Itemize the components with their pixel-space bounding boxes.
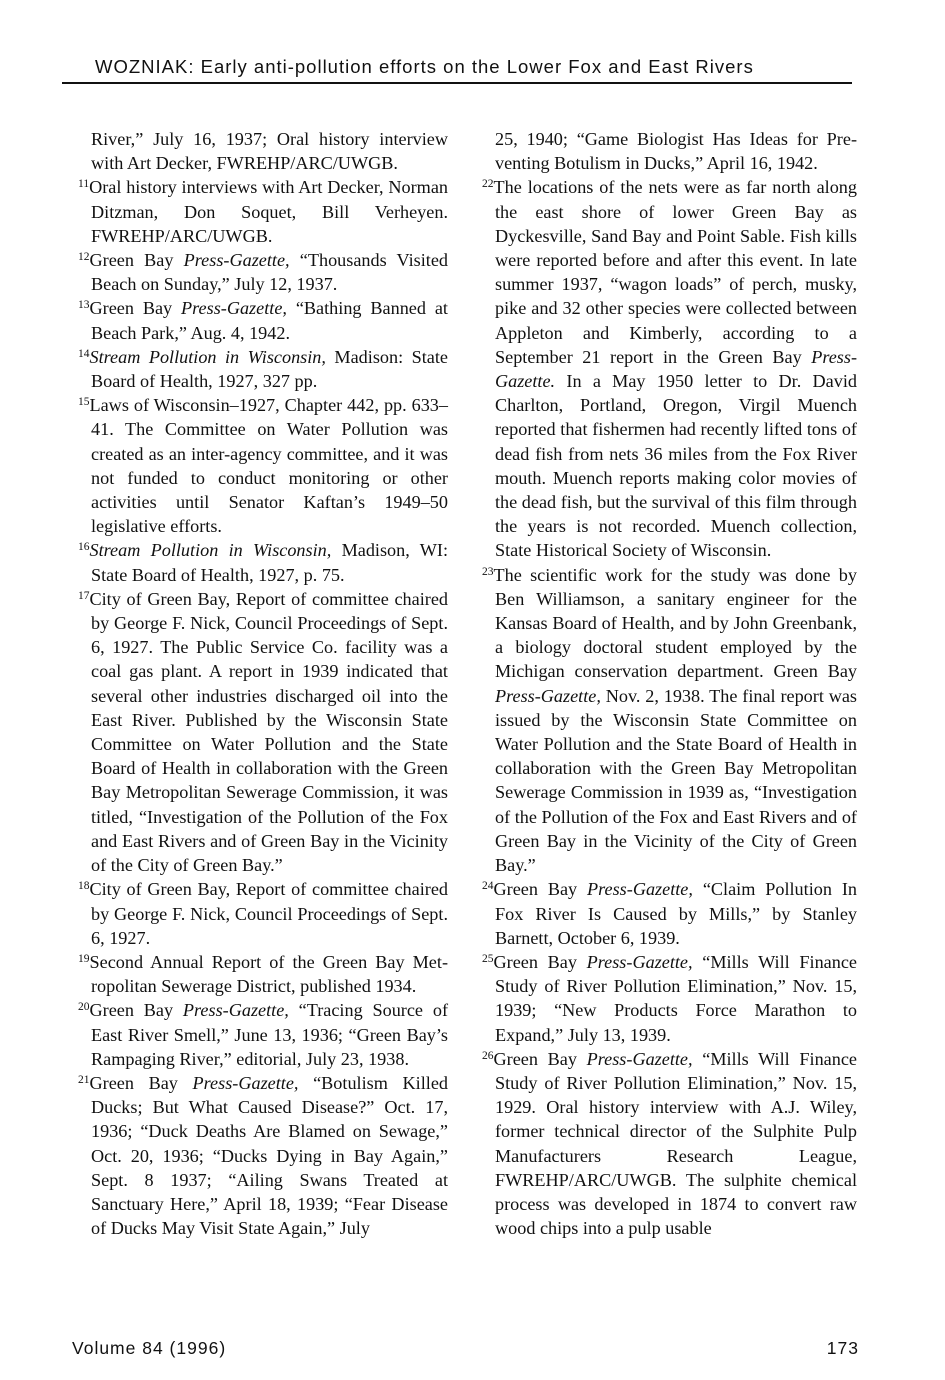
footnote-22 <box>482 175 857 562</box>
footnote-number: 24 <box>482 880 494 893</box>
footnote-text: Madison, WI: State Board of Health, 1927, p. 75. <box>91 540 448 585</box>
footnote-number: 21 <box>78 1073 90 1086</box>
footnote-text: “Bathing Banned at Beach Park,” Aug. 4, 1942. <box>91 298 448 343</box>
italic-title: Press-Gazette, <box>183 250 290 271</box>
footnote-text: “Thousands Visited Beach on Sunday,” July 12, 1937. <box>91 250 449 295</box>
footnote-17 <box>78 587 448 877</box>
footnote-text: The scientific work for the study was done by Ben Williamson, a sanitary engineer for the Kansas Board of Health, and by John Greenbank, a biology doctoral student employed by the Michigan conservation department. Green Bay <box>493 564 857 682</box>
footnote-text: “Mills Will Finance Study of River Pollution Elimination,” Nov. 15, 1939; “New Products Force Marathon to Expand,” July 13, 1939. <box>495 951 857 1045</box>
footnote-23 <box>482 563 857 878</box>
page-number: 173 <box>826 1338 859 1358</box>
footnote-number: 23 <box>482 565 494 578</box>
italic-title: Press-Gazette, <box>495 685 601 706</box>
header-rule <box>62 82 852 84</box>
footnote-text: The locations of the nets were as far north along the east shore of lower Green Bay as Dyckesville, Sand Bay and Point Sable. Fish kills were reported before and after this event. In late summer 1937, “wagon loads” of perch, musky, pike and 32 other species were collected between Appleton and Kimberly, according to a September 21 report in the Green Bay <box>493 177 857 367</box>
footnote-text: “Mills Will Finance Study of River Pollution Elimination,” Nov. 15, 1929. Oral history interview with A.J. Wiley, former technical director of the Sulphite Pulp Manufacturers Research League, FWREHP/ARC/UWGB. The sulphite chemical process was developed in 1874 to convert raw wood chips into a pulp usable <box>495 1048 857 1239</box>
footnote-text: “Claim Pollution In Fox River Is Caused by Mills,” by Stanley Barnett, October 6, 1939. <box>495 879 857 948</box>
footnote-text: Green Bay <box>493 951 587 972</box>
footnote-text: 25, 1940; “Game Biologist Has Ideas for Preventing Botulism in Ducks,” April 16, 1942. <box>495 129 857 174</box>
footnote-number: 15 <box>78 396 90 409</box>
footnote-18 <box>78 877 448 950</box>
volume-label: Volume 84 (1996) <box>72 1338 227 1358</box>
footnote-text: River,” July 16, 1937; Oral history interview with Art Decker, FWREHP/ARC/UWGB. <box>91 129 448 174</box>
footnote-15 <box>78 393 448 538</box>
footnote-number: 25 <box>482 952 494 965</box>
footnote-number: 26 <box>482 1049 494 1062</box>
footnote-text: Second Annual Report of the Green Bay Metropolitan Sewerage District, published 1934. <box>89 951 448 997</box>
footnote-text: Green Bay <box>89 250 184 271</box>
footnote-continuation <box>482 127 857 175</box>
footnote-11 <box>78 175 448 248</box>
footnote-24 <box>482 877 857 950</box>
footnote-text: Laws of Wisconsin–1927, Chapter 442, pp. 633–41. The Committee on Water Pollution was created as an inter-agency committee, and it was not funded to conduct monitoring or other activities until Senator Kaftan’s 1949–50 legislative efforts. <box>89 395 448 537</box>
italic-title: Press-Gazette, <box>182 1000 289 1021</box>
right-column <box>482 127 857 1240</box>
footnote-text: “Tracing Source of East River Smell,” June 13, 1936; “Green Bay’s Rampaging River,” editorial, July 23, 1938. <box>91 1000 448 1069</box>
footnote-number: 13 <box>78 299 90 312</box>
italic-title: Press-Gazette, <box>192 1072 299 1093</box>
footnote-text: Green Bay <box>89 1072 193 1093</box>
italic-title: Stream Pollution in Wisconsin, <box>89 346 326 367</box>
italic-title: Press-Gazette, <box>587 879 693 900</box>
footnote-number: 17 <box>78 589 90 602</box>
footnote-25 <box>482 950 857 1047</box>
italic-title: Press-Gazette, <box>181 298 287 319</box>
footnote-text: City of Green Bay, Report of committee chaired by George F. Nick, Council Proceedings of Sept. 6, 1927. The Public Service Co. facility was a coal gas plant. A report in 1939 indicated that several other industries discharged oil into the East River. Published by the Wisconsin State Committee on Water Pollution and the State Board of Health in collaboration with the Green Bay Metropolitan Sewerage Commission, it was titled, “Investigation of the Pollution of the Fox and East Rivers and of Green Bay in the Vicinity of the City of Green Bay.” <box>89 588 448 876</box>
italic-title: Press-Gazette, <box>586 951 693 972</box>
footnote-number: 20 <box>78 1001 90 1014</box>
footnote-number: 12 <box>78 251 90 264</box>
footnote-26 <box>482 1047 857 1241</box>
left-column <box>78 127 448 1240</box>
footnote-number: 14 <box>78 347 90 360</box>
footnote-14 <box>78 345 448 393</box>
italic-title: Press-Gazette. <box>495 346 857 392</box>
footnote-text: Green Bay <box>89 1000 183 1021</box>
footnote-number: 16 <box>78 541 90 554</box>
footnote-text: In a May 1950 letter to Dr. David Charlton, Portland, Oregon, Virgil Muench reported that fishermen had recently lifted tons of dead fish from nets 36 miles from the Fox River mouth. Muench reports making color movies of the dead fish, but the survival of this film through the years is not recorded. Muench collection, State Historical Society of Wisconsin. <box>495 371 857 561</box>
footnote-number: 11 <box>78 178 90 191</box>
footnote-text: Oral history interviews with Art Decker, Norman Ditzman, Don Soquet, Bill Verheyen. FWREHP/ARC/UWGB. <box>89 177 448 246</box>
footnote-number: 19 <box>78 952 90 965</box>
footnote-20 <box>78 998 448 1071</box>
running-head: WOZNIAK: Early anti-pollution efforts on the Lower Fox and East Rivers <box>95 56 754 77</box>
footnote-text: City of Green Bay, Report of committee chaired by George F. Nick, Council Proceedings of Sept. 6, 1927. <box>89 879 448 948</box>
italic-title: Stream Pollution in Wisconsin, <box>89 540 332 561</box>
footnote-13 <box>78 296 448 344</box>
footnote-text: Madison: State Board of Health, 1927, 327 pp. <box>91 346 448 392</box>
footnote-text: Green Bay <box>89 298 182 319</box>
footnote-19 <box>78 950 448 998</box>
footnote-text: Nov. 2, 1938. The final report was issued by the Wisconsin State Committee on Water Pollution and the State Board of Health in collaboration with the Green Bay Metropolitan Sewerage Commission in 1939 as, “Investigation of the Pollution of the Fox and East Rivers and of Green Bay in the Vicinity of the City of Green Bay.” <box>495 685 857 876</box>
footnote-16 <box>78 538 448 586</box>
italic-title: Press-Gazette, <box>586 1048 693 1069</box>
footnote-21 <box>78 1071 448 1240</box>
footnote-continuation <box>78 127 448 175</box>
footnote-number: 18 <box>78 880 90 893</box>
footnote-text: Green Bay <box>493 1048 587 1069</box>
footnote-12 <box>78 248 448 296</box>
footnote-number: 22 <box>482 178 494 191</box>
footnote-text: Green Bay <box>493 879 588 900</box>
footnote-text: “Botulism Killed Ducks; But What Caused Disease?” Oct. 17, 1936; “Duck Deaths Are Blamed on Sewage,” Oct. 20, 1936; “Ducks Dying in Bay Again,” Sept. 8 1937; “Ailing Swans Treated at Sanctuary Here,” April 18, 1939; “Fear Disease of Ducks May Visit State Again,” July <box>91 1072 448 1239</box>
